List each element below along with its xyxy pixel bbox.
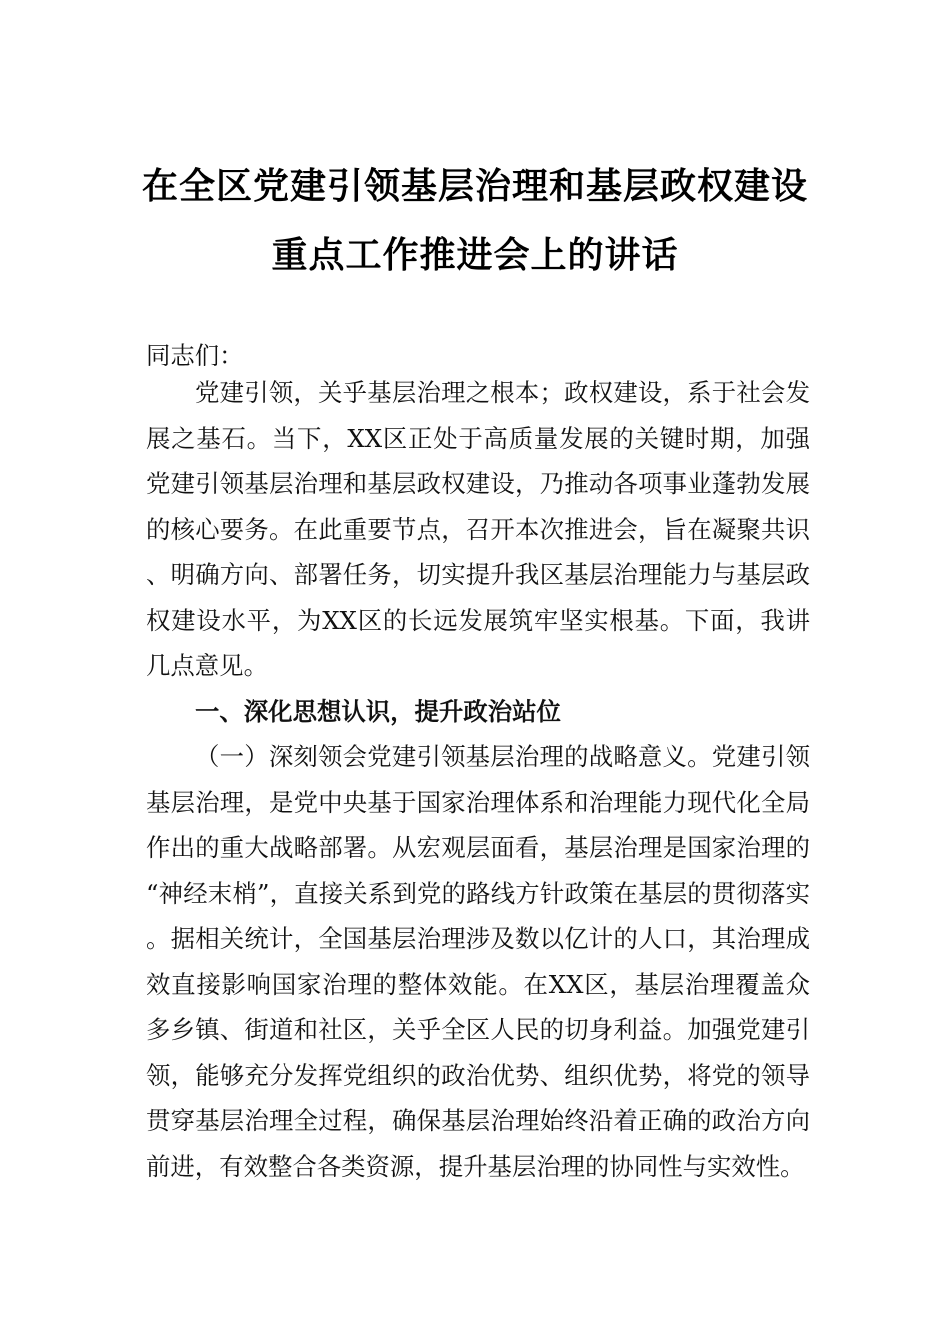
section-1-heading: 一、深化思想认识，提升政治站位 — [195, 696, 561, 726]
document-title-line-1: 在全区党建引领基层治理和基层政权建设 — [141, 165, 808, 207]
document-body — [146, 370, 810, 1189]
intro-paragraph: 党建引领，关乎基层治理之根本；政权建设，系于社会发展之基石。当下，XX区正处于高质量发展的关键时期，加强党建引领基层治理和基层政权建设，乃推动各项事业蓬勃发展的核心要务。在此重要节点，召开本次推进会，旨在凝聚共识、明确方向、部署任务，切实提升我区基层治理能力与基层政权建设水平，为XX区的长远发展筑牢坚实根基。下面，我讲几点意见。 — [146, 378, 810, 680]
section-1-sub-1-paragraph — [146, 734, 810, 1189]
section-1-sub-1-body: 党建引领基层治理，是党中央基于国家治理体系和治理能力现代化全局作出的重大战略部署。从宏观层面看，基层治理是国家治理的“神经末梢”，直接关系到党的路线方针政策在基层的贯彻落实。据相关统计，全国基层治理涉及数以亿计的人口，其治理成效直接影响国家治理的整体效能。在XX区，基层治理覆盖众多乡镇、街道和社区，关乎全区人民的切身利益。加强党建引领，能够充分发挥党组织的政治优势、组织优势，将党的领导贯穿基层治理全过程，确保基层治理始终沿着正确的政治方向前进，有效整合各类资源，提升基层治理的协同性与实效性。 — [146, 742, 810, 1181]
section-1-sub-1-heading: （一）深刻领会党建引领基层治理的战略意义。 — [195, 742, 712, 771]
document-title-line-2: 重点工作推进会上的讲话 — [271, 234, 679, 276]
salutation: 同志们： — [146, 341, 244, 370]
